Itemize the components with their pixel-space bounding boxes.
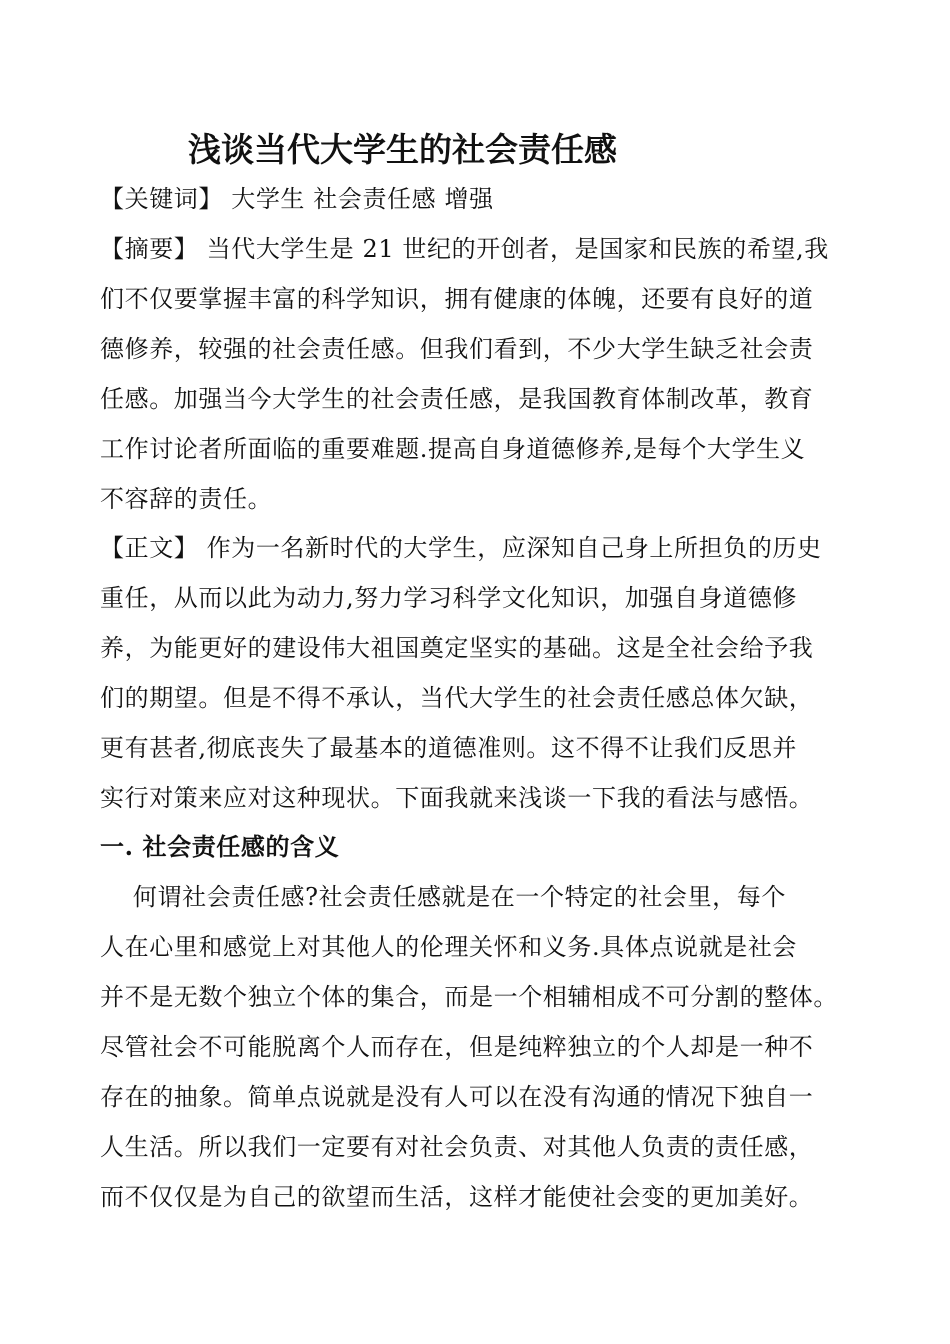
keywords-line: 【关键词】 大学生 社会责任感 增强 <box>100 185 494 213</box>
body-line: 更有甚者,彻底丧失了最基本的道德准则。这不得不让我们反思并 <box>100 734 798 762</box>
section-line: 尽管社会不可能脱离个人而存在，但是纯粹独立的个人却是一种不 <box>100 1033 814 1061</box>
section-line: 而不仅仅是为自己的欲望而生活，这样才能使社会变的更加美好。 <box>100 1183 814 1211</box>
section-line: 人在心里和感觉上对其他人的伦理关怀和义务.具体点说就是社会 <box>100 933 798 961</box>
body-line: 实行对策来应对这种现状。下面我就来浅谈一下我的看法与感悟。 <box>100 784 814 812</box>
abstract-line: 任感。加强当今大学生的社会责任感，是我国教育体制改革，教育 <box>100 385 814 413</box>
section-line: 何谓社会责任感?社会责任感就是在一个特定的社会里，每个 <box>100 883 786 911</box>
section-line: 存在的抽象。简单点说就是没有人可以在没有沟通的情况下独自一 <box>100 1083 814 1111</box>
body-line: 【正文】 作为一名新时代的大学生，应深知自己身上所担负的历史 <box>100 534 822 562</box>
abstract-line: 不容辞的责任。 <box>100 485 273 513</box>
body-line: 养，为能更好的建设伟大祖国奠定坚实的基础。这是全社会给予我 <box>100 634 814 662</box>
section-line: 人生活。所以我们一定要有对社会负责、对其他人负责的责任感， <box>100 1133 814 1161</box>
body-line: 们的期望。但是不得不承认，当代大学生的社会责任感总体欠缺， <box>100 684 814 712</box>
body-line: 重任，从而以此为动力,努力学习科学文化知识，加强自身道德修 <box>100 584 798 612</box>
section-heading: 一. 社会责任感的含义 <box>100 832 340 861</box>
section-line: 并不是无数个独立个体的集合，而是一个相辅相成不可分割的整体。 <box>100 983 838 1011</box>
abstract-line: 们不仅要掌握丰富的科学知识，拥有健康的体魄，还要有良好的道 <box>100 285 814 313</box>
abstract-line: 【摘要】 当代大学生是 21 世纪的开创者，是国家和民族的希望,我 <box>100 235 829 263</box>
abstract-line: 德修养，较强的社会责任感。但我们看到，不少大学生缺乏社会责 <box>100 335 814 363</box>
abstract-line: 工作讨论者所面临的重要难题.提高自身道德修养,是每个大学生义 <box>100 435 806 463</box>
document-title: 浅谈当代大学生的社会责任感 <box>188 130 617 169</box>
